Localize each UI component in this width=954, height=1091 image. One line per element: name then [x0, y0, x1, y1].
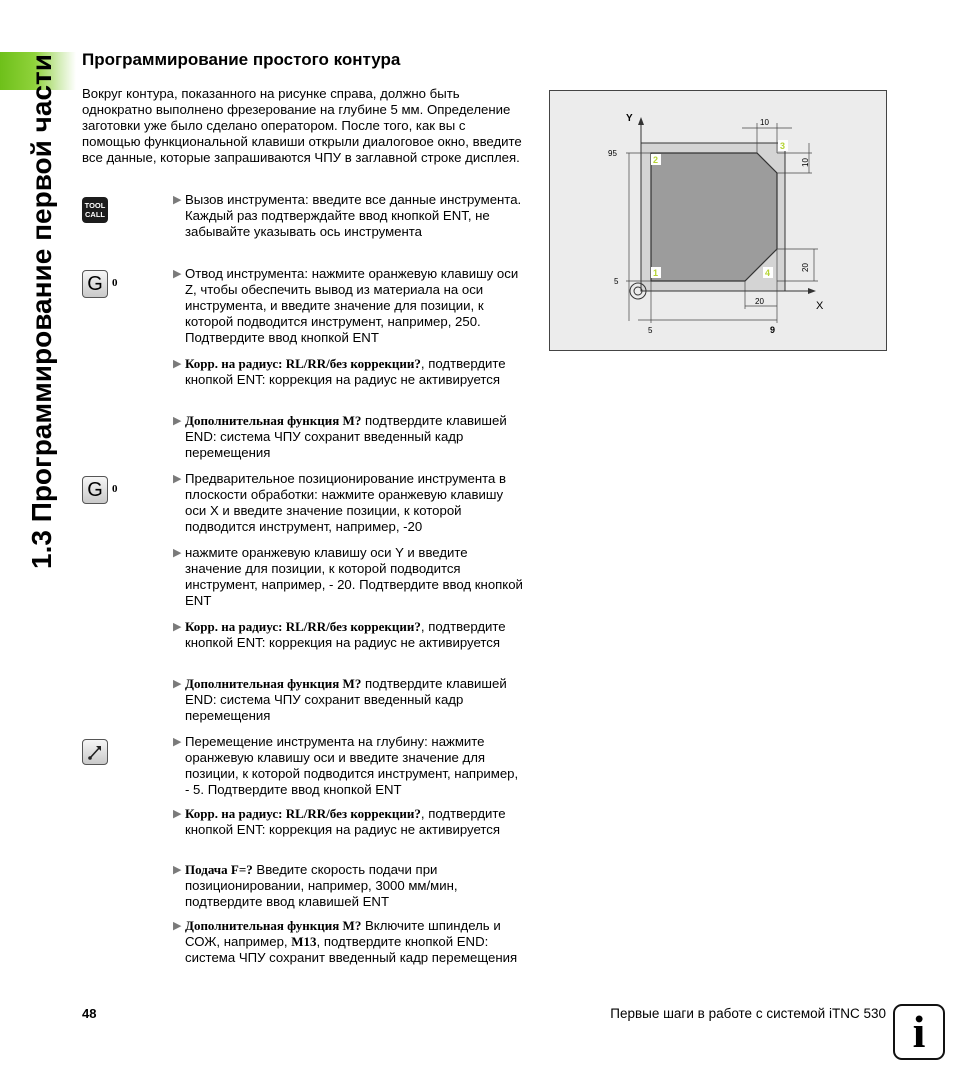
- step-prepositioning-y: ▶ нажмите оранжевую клавишу оси Y и введите значение для позиции, к которой подводится инструмент, например, - 20. Подтвердите ввод кнопкой ENT: [173, 545, 523, 608]
- step-misc-function-1: ▶ Дополнительная функция M? подтвердите клавишей END: система ЧПУ сохранит введенный кадр перемещения: [173, 413, 507, 460]
- step-tool-call: ▶ Вызов инструмента: введите все данные инструмента. Каждый раз подтверждайте ввод кнопкой ENT, не забывайте указывать ось инструмента: [173, 192, 522, 239]
- dim-20-right: 20: [801, 263, 810, 272]
- bullet-arrow-icon: ▶: [173, 194, 182, 206]
- step-retract-tool: ▶ Отвод инструмента: нажмите оранжевую клавишу оси Z, чтобы обеспечить вывод из материала на оси инструмента, и введите значение для позиции, к которой подводится инструмент, например, 250. Подтвердите ввод кнопкой ENT: [173, 266, 519, 345]
- page-heading: Программирование простого контура: [82, 50, 401, 69]
- point-4-label: 4: [765, 268, 771, 278]
- info-icon: i: [893, 1004, 945, 1060]
- bullet-arrow-icon: ▶: [173, 864, 182, 876]
- linear-move-key-icon: [82, 739, 108, 765]
- axis-y-label: Y: [626, 113, 633, 124]
- axis-x-label: X: [816, 300, 824, 312]
- bullet-arrow-icon: ▶: [173, 547, 182, 559]
- step-prepositioning-x: ▶ Предварительное позиционирование инструмента в плоскости обработки: нажмите оранжевую клавишу оси X и введите значение позиции, к которой подводится инструмент, например, -20: [173, 471, 507, 534]
- footer-title: Первые шаги в работе с системой iTNC 530: [610, 1006, 886, 1021]
- step-feed-rate: ▶ Подача F=? Введите скорость подачи при позиционировании, например, 3000 мм/мин, подтвердите ввод клавишей ENT: [173, 862, 458, 909]
- dim-5-bottom: 5: [648, 326, 653, 335]
- contour-drawing: [550, 91, 886, 350]
- point-2-label: 2: [653, 155, 659, 165]
- bullet-arrow-icon: ▶: [173, 473, 182, 485]
- tool-call-key-line2: CALL: [85, 210, 105, 219]
- bullet-arrow-icon: ▶: [173, 415, 182, 427]
- bullet-arrow-icon: ▶: [173, 808, 182, 820]
- contour-shape: [651, 153, 777, 281]
- bullet-arrow-icon: ▶: [173, 920, 182, 932]
- g-key-icon: G: [82, 270, 108, 298]
- g-key-subscript: 0: [112, 483, 118, 495]
- step-misc-function-2: ▶ Дополнительная функция M? подтвердите клавишей END: система ЧПУ сохранит введенный кадр перемещения: [173, 676, 507, 723]
- step-radius-comp-2: ▶ Корр. на радиус: RL/RR/без коррекции?, подтвердите кнопкой ENT: коррекция на радиус не активируется: [173, 619, 506, 650]
- step-radius-comp-1: ▶ Корр. на радиус: RL/RR/без коррекции?, подтвердите кнопкой ENT: коррекция на радиус не активируется: [173, 356, 506, 387]
- dim-95: 95: [608, 149, 617, 158]
- point-3-label: 3: [780, 141, 786, 151]
- contour-figure: [549, 90, 887, 351]
- bullet-arrow-icon: ▶: [173, 268, 182, 280]
- tool-call-key-line1: TOOL: [84, 201, 106, 210]
- dim-9: 9: [770, 325, 776, 335]
- page-number: 48: [82, 1006, 97, 1021]
- g-key-subscript: 0: [112, 277, 118, 289]
- step-radius-comp-3: ▶ Корр. на радиус: RL/RR/без коррекции?, подтвердите кнопкой ENT: коррекция на радиус не активируется: [173, 806, 506, 837]
- bullet-arrow-icon: ▶: [173, 736, 182, 748]
- g-key-icon: G: [82, 476, 108, 504]
- section-title: 1.3 Программирование первой части: [26, 54, 57, 569]
- dim-5-left: 5: [614, 277, 619, 286]
- step-misc-function-3: ▶ Дополнительная функция M? Включите шпиндель и СОЖ, например, M13, подтвердите кнопкой END: система ЧПУ сохранит введенный кадр перемещения: [173, 918, 518, 965]
- tool-call-key-icon: [82, 197, 108, 223]
- intro-paragraph: Вокруг контура, показанного на рисунке справа, должно быть однократно выполнено фрезерование на глубине 5 мм. Определение заготовки уже было сделано оператором. После того, как вы с помощью функциональной клавиши открыли диалоговое окно, введите все данные, которые запрашиваются ЧПУ в заглавной строке дисплея.: [82, 86, 522, 165]
- bullet-arrow-icon: ▶: [173, 358, 182, 370]
- bullet-arrow-icon: ▶: [173, 621, 182, 633]
- point-1-label: 1: [653, 268, 659, 278]
- step-move-to-depth: ▶ Перемещение инструмента на глубину: нажмите оранжевую клавишу оси и введите значение для позиции, к которой подводится инструмент, например, - 5. Подтвердите ввод кнопкой ENT: [173, 734, 519, 797]
- dim-10-top: 10: [760, 118, 769, 127]
- bullet-arrow-icon: ▶: [173, 678, 182, 690]
- dim-20-bottom: 20: [755, 297, 764, 306]
- dim-10-right: 10: [801, 158, 810, 167]
